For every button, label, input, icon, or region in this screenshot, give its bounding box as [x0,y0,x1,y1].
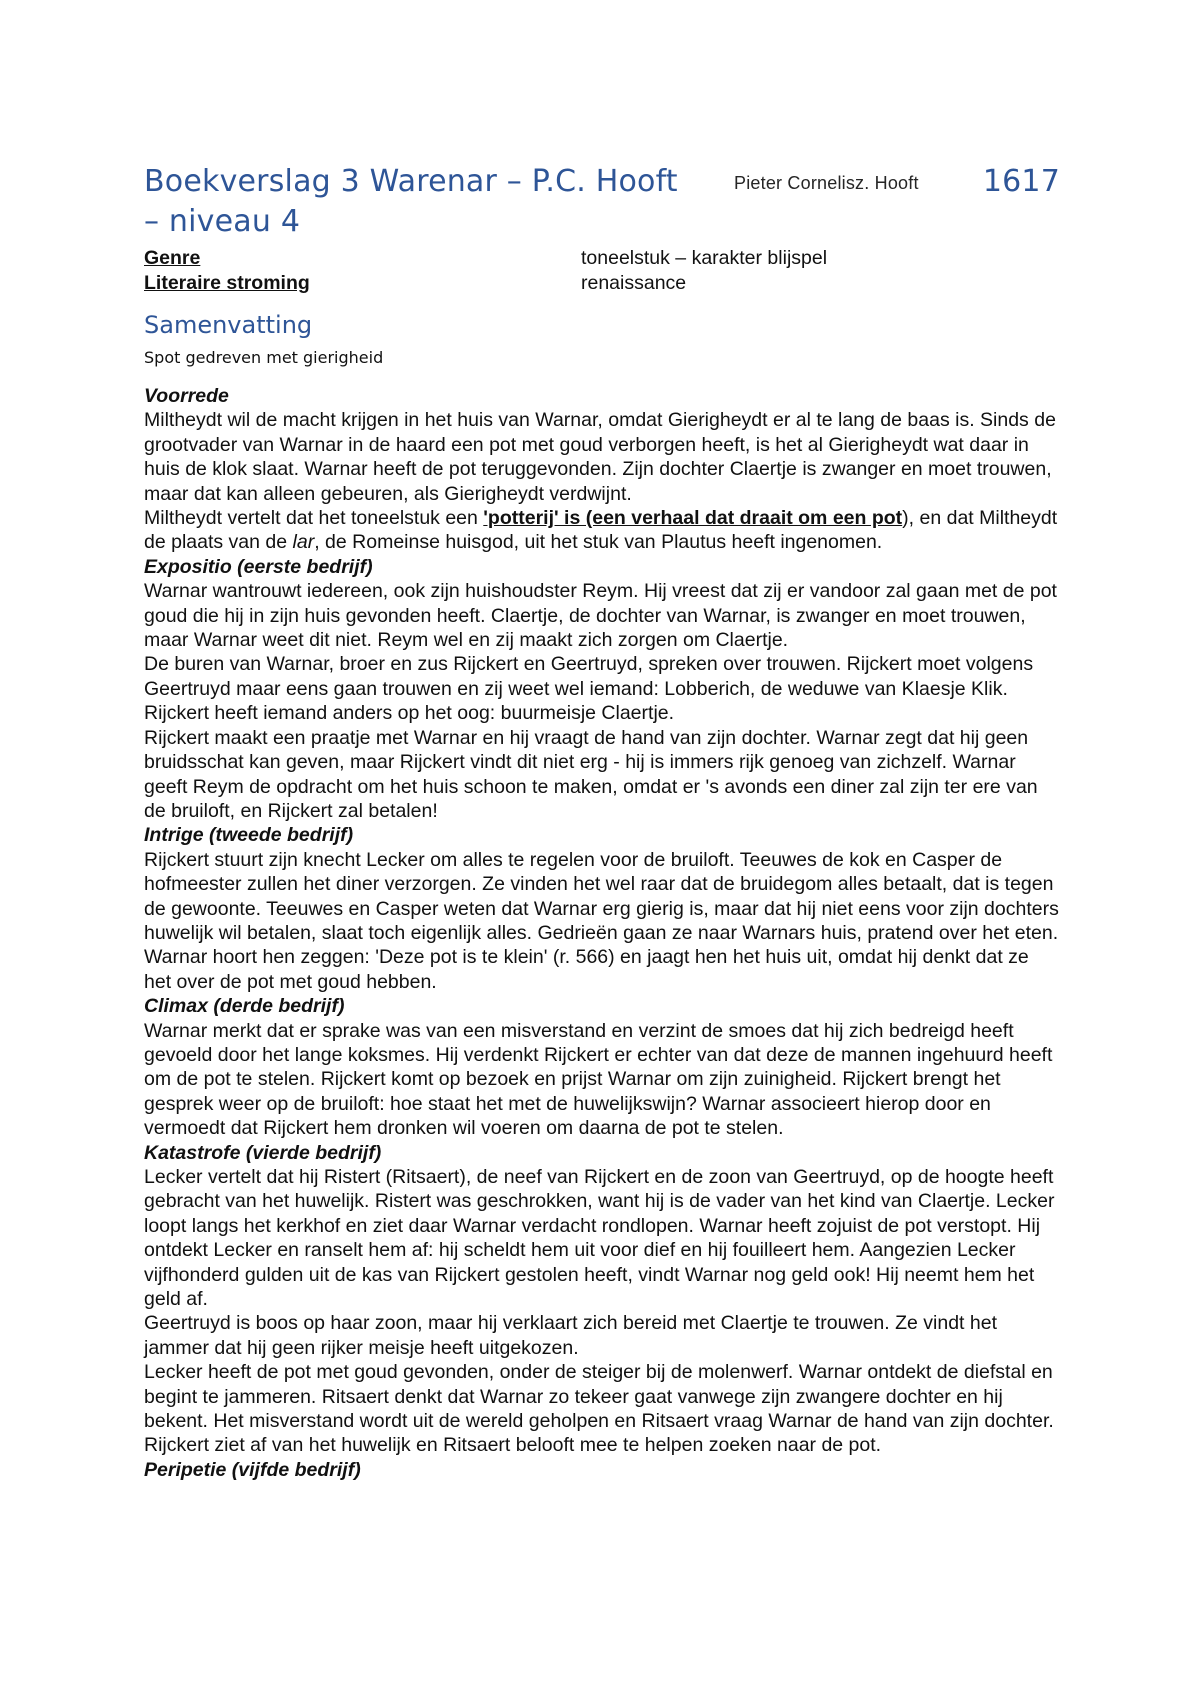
lar-term: lar [292,531,315,554]
title-year: 1617 [982,164,1060,199]
intrige-heading: Intrige (tweede bedrijf) [144,824,354,847]
title-line [144,162,1060,202]
summary-heading: Samenvatting [144,311,313,339]
voorrede-heading: Voorrede [144,385,229,407]
movement-value: renaissance [581,272,687,294]
voorrede-paragraph: Miltheydt wil de macht krijgen in het huis van Warnar, omdat Gierigheydt er al te lang de baas is. Sinds de grootvader van Warnar in de haard een pot met goud verborgen heeft, is het al Gierigheydt wat daar in huis de klok slaat. Warnar heeft de pot teruggevonden. Zijn dochter Claertje is zwanger en moet trouwen, maar dat kan alleen gebeuren, als Gierigheydt verdwijnt. [144,409,1056,505]
genre-label: Genre [144,247,201,269]
title-author: Pieter Cornelisz. Hooft [734,173,919,193]
voorrede-paragraph [144,506,1060,555]
voorrede-text: Miltheydt vertelt dat het toneelstuk een [144,507,484,530]
katastrofe-paragraph: Geertruyd is boos op haar zoon, maar hij verklaart zich bereid met Claertje te trouwen. Ze vindt het jammer dat hij geen rijker meisje heeft uitgekozen. [144,1312,997,1359]
meta-row-genre [144,246,1060,271]
potterij-emphasis: 'potterij' is (een verhaal dat draait om een pot [483,507,903,530]
climax-paragraph: Warnar merkt dat er sprake was van een misverstand en verzint de smoes dat hij zich bedreigd heeft gevoeld door het lange koksmes. Hij verdenkt Rijckert er echter van dat deze de mannen ingehuurd heeft om de pot te stelen. Rijckert komt op bezoek en prijst Warnar om zijn zuinigheid. Rijckert brengt het gesprek weer op de bruiloft: hoe staat het met de huwelijkswijn? Warnar associeert hierop door en vermoedt dat Rijckert hem dronken wil voeren om daarna de pot te stelen. [144,1019,1053,1140]
summary-subheading: Spot gedreven met gierigheid [144,348,384,367]
katastrofe-paragraph: Lecker vertelt dat hij Ristert (Ritsaert), de neef van Rijckert en de zoon van Geertruyd, op de hoogte heeft gebracht van het huwelijk. Ristert was geschrokken, want hij is de vader van het kind van Claertje. Lecker loopt langs het kerkhof en ziet daar Warnar verdacht rondlopen. Warnar heeft zojuist de pot verstopt. Hij ontdekt Lecker en ranselt hem af: hij scheldt hem uit voor dief en hij fouilleert hem. Aangezien Lecker vijfhonderd gulden uit de kas van Rijckert gestolen heeft, vindt Warnar nog geld ook! Hij neemt hem het geld af. [144,1166,1055,1311]
katastrofe-paragraph: Lecker heeft de pot met goud gevonden, onder de steiger bij de molenwerf. Warnar ontdekt de diefstal en begint te jammeren. Ritsaert denkt dat Warnar zo tekeer gaat vanwege zijn zwangere dochter en hij bekent. Het misverstand wordt uit de wereld geholpen en Ritsaert vraag Warnar de hand van zijn dochter. Rijckert ziet af van het huwelijk en Ritsaert belooft mee te helpen zoeken naar de pot. [144,1361,1054,1457]
expositio-heading: Expositio (eerste bedrijf) [144,555,373,578]
katastrofe-heading: Katastrofe (vierde bedrijf) [144,1141,382,1164]
intrige-paragraph: Rijckert stuurt zijn knecht Lecker om alles te regelen voor de bruiloft. Teeuwes de kok en Casper de hofmeester zullen het diner verzorgen. Ze vinden het wel raar dat de bruidegom alles betaalt, dat is tegen de gewoonte. Teeuwes en Casper weten dat Warnar erg gierig is, maar dat hij niet eens voor zijn dochters huwelijk wil betalen, slaat toch eigenlijk alles. Gedrieën gaan ze naar Warnars huis, pratend over het eten. Warnar hoort hen zeggen: 'Deze pot is te klein' (r. 566) en jaagt hen het huis uit, omdat hij denkt dat ze het over de pot met goud hebben. [144,848,1059,993]
voorrede-text: , de Romeinse huisgod, uit het stuk van Plautus heeft ingenomen. [314,531,883,554]
summary-body [144,384,1060,1482]
meta-row-movement [144,271,1060,296]
document-title [144,162,1060,242]
title-level: – niveau 4 [144,204,301,239]
title-main: Boekverslag 3 Warenar – P.C. Hooft [144,164,678,199]
peripetie-heading: Peripetie (vijfde bedrijf) [144,1458,361,1481]
meta-table [144,246,1060,296]
expositio-paragraph: Rijckert maakt een praatje met Warnar en hij vraagt de hand van zijn dochter. Warnar zegt dat hij geen bruidsschat kan geven, maar Rijckert vindt dit niet erg - hij is immers rijk genoeg van zichzelf. Warnar geeft Reym de opdracht om het huis schoon te maken, omdat er 's avonds een diner zal zijn ter ere van de bruiloft, en Rijckert zal betalen! [144,726,1038,822]
expositio-paragraph: De buren van Warnar, broer en zus Rijckert en Geertruyd, spreken over trouwen. Rijckert moet volgens Geertruyd maar eens gaan trouwen en zij weet wel iemand: Lobberich, de weduwe van Klaesje Klik. Rijckert heeft iemand anders op het oog: buurmeisje Claertje. [144,653,1034,725]
expositio-paragraph: Warnar wantrouwt iedereen, ook zijn huishoudster Reym. Hij vreest dat zij er vandoor zal gaan met de pot goud die hij in zijn huis gevonden heeft. Claertje, de dochter van Warnar, is zwanger en moet trouwen, maar Warnar weet dit niet. Reym wel en zij maakt zich zorgen om Claertje. [144,580,1057,652]
voorrede-text: ), en dat Miltheydt de plaats van de [144,507,1058,554]
climax-heading: Climax (derde bedrijf) [144,995,345,1018]
movement-label: Literaire stroming [144,272,310,294]
document-content [144,162,1060,1482]
genre-value: toneelstuk – karakter blijspel [581,247,828,269]
